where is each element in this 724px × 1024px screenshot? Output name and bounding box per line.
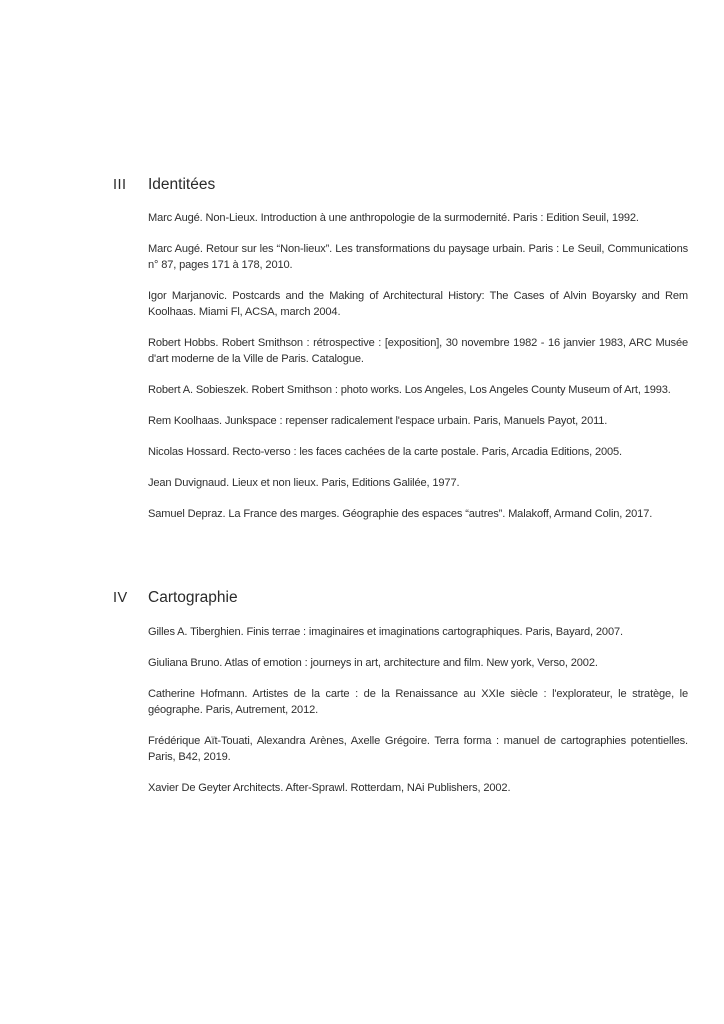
section-cartographie [0, 589, 724, 794]
bibliography-entry: Xavier De Geyter Architects. After-Sprawl. Rotterdam, NAi Publishers, 2002. [148, 782, 511, 794]
section-title: Cartographie [148, 589, 238, 606]
bibliography-entry: Robert A. Sobieszek. Robert Smithson : photo works. Los Angeles, Los Angeles County Museum of Art, 1993. [148, 384, 671, 396]
bibliography-entry: Rem Koolhaas. Junkspace : repenser radicalement l'espace urbain. Paris, Manuels Payot, 2011. [148, 415, 608, 427]
section-title: Identitées [148, 176, 216, 193]
bibliography-entry: Robert Hobbs. Robert Smithson : rétrospective : [exposition], 30 novembre 1982 - 16 janvier 1983, ARC Musée d'art moderne de la Ville de Paris. Catalogue. [148, 337, 688, 365]
section-identitees [0, 176, 724, 520]
bibliography-entry: Frédérique Aït-Touati, Alexandra Arènes, Axelle Grégoire. Terra forma : manuel de cartographies potentielles. Paris, B42, 2019. [148, 735, 688, 763]
bibliography-entry: Nicolas Hossard. Recto-verso : les faces cachées de la carte postale. Paris, Arcadia Editions, 2005. [148, 446, 622, 458]
bibliography-entry: Samuel Depraz. La France des marges. Géographie des espaces “autres”. Malakoff, Armand Colin, 2017. [148, 508, 653, 520]
bibliography-entry: Catherine Hofmann. Artistes de la carte : de la Renaissance au XXIe siècle : l'explorateur, le stratège, le géographe. Paris, Autrement, 2012. [148, 688, 688, 716]
section-number: III [113, 177, 127, 193]
bibliography-entry: Giuliana Bruno. Atlas of emotion : journeys in art, architecture and film. New york, Verso, 2002. [148, 657, 598, 669]
bibliography-entry: Igor Marjanovic. Postcards and the Making of Architectural History: The Cases of Alvin Boyarsky and Rem Koolhaas. Miami Fl, ACSA, march 2004. [148, 290, 688, 318]
bibliography-entry: Jean Duvignaud. Lieux et non lieux. Paris, Editions Galilée, 1977. [148, 477, 460, 489]
bibliography-entry: Marc Augé. Non-Lieux. Introduction à une anthropologie de la surmodernité. Paris : Edition Seuil, 1992. [148, 212, 639, 224]
bibliography-entry: Marc Augé. Retour sur les “Non-lieux”. Les transformations du paysage urbain. Paris : Le Seuil, Communications n° 87, pages 171 à 178, 2010. [148, 243, 688, 271]
section-header [0, 590, 724, 614]
section-number: IV [113, 590, 128, 606]
bibliography-list [148, 624, 688, 811]
bibliography-entry: Gilles A. Tiberghien. Finis terrae : imaginaires et imaginations cartographiques. Paris, Bayard, 2007. [148, 626, 623, 638]
section-header [0, 177, 724, 201]
bibliography-list [148, 210, 688, 537]
